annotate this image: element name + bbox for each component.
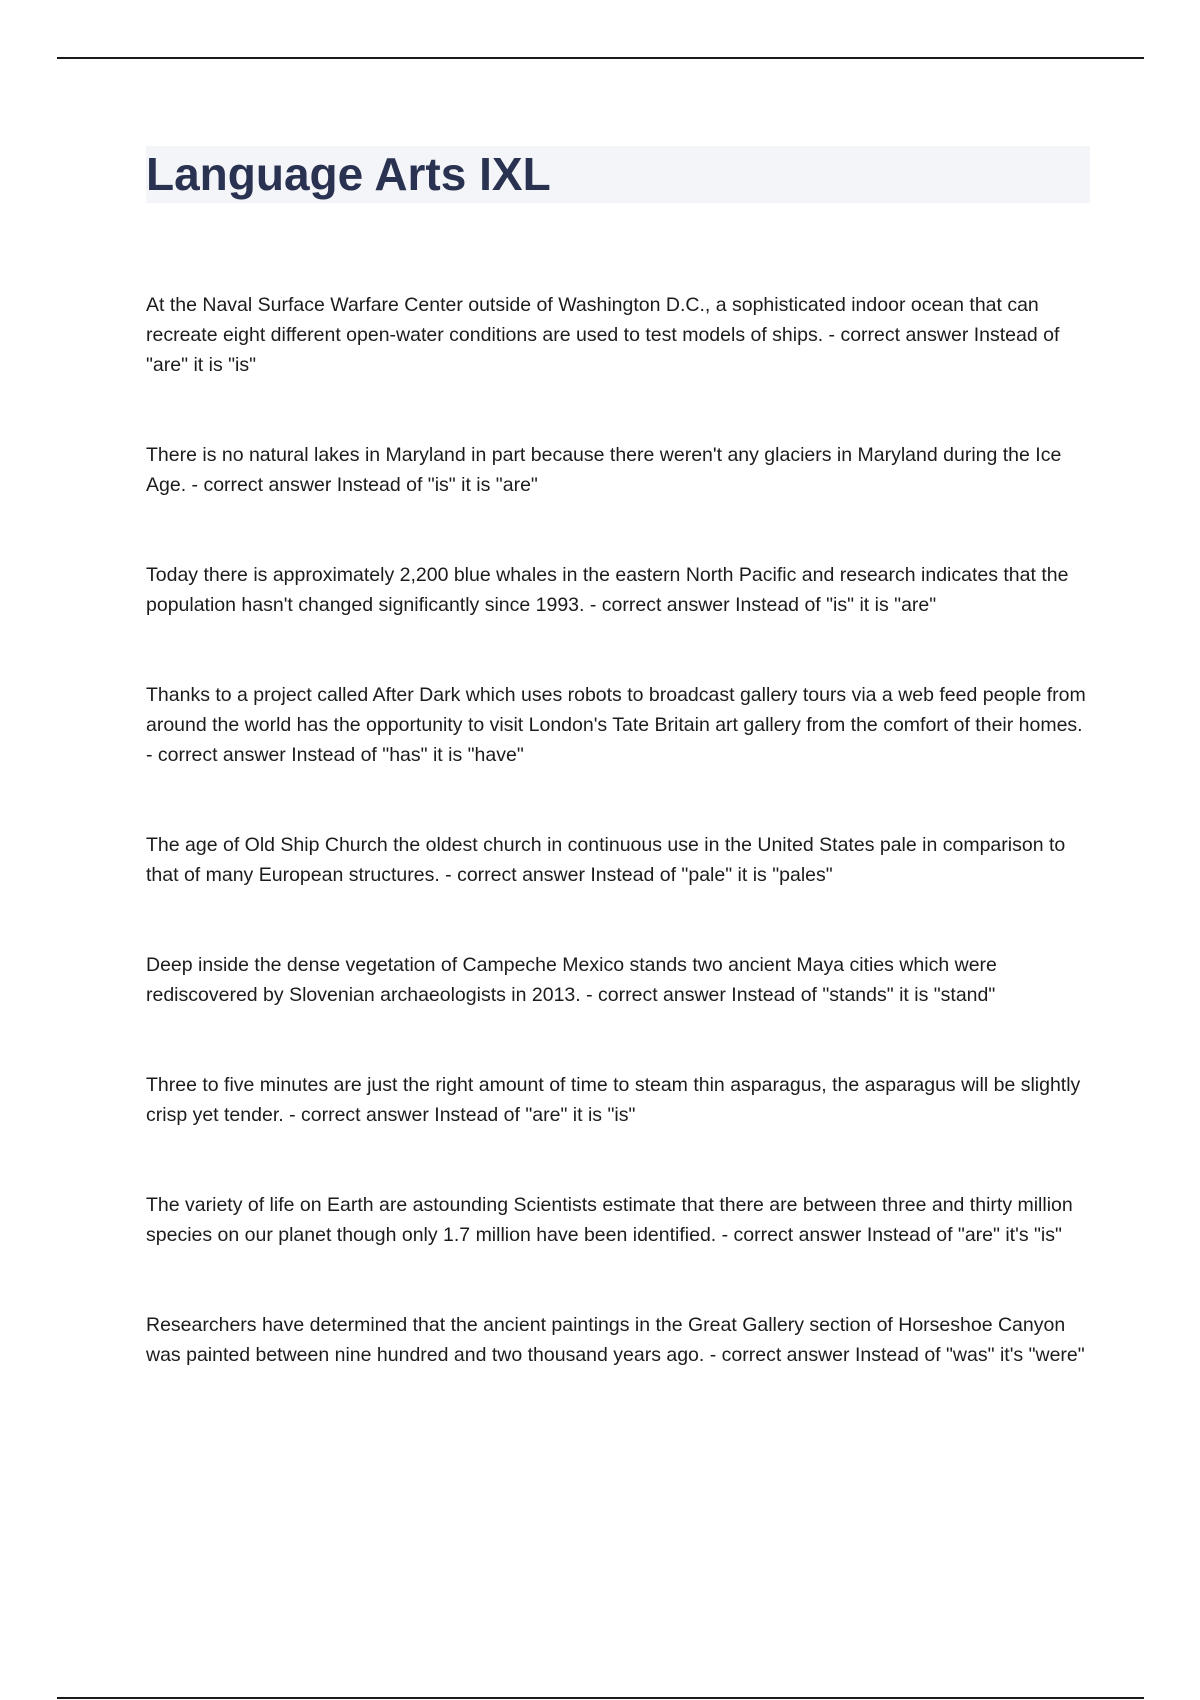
question-item-9: Researchers have determined that the ancient paintings in the Great Gallery section of Horseshoe Canyon was painted between nine hundred and two thousand years ago. - correct answer Instead of "was" it's "were" <box>146 1314 1085 1366</box>
question-list <box>146 290 1090 1370</box>
question-item-4: Thanks to a project called After Dark which uses robots to broadcast gallery tours via a web feed people from around the world has the opportunity to visit London's Tate Britain art gallery from the comfort of their homes. - correct answer Instead of "has" it is "have" <box>146 684 1086 766</box>
question-item-6: Deep inside the dense vegetation of Campeche Mexico stands two ancient Maya cities which were rediscovered by Slovenian archaeologists in 2013. - correct answer Instead of "stands" it is "stand" <box>146 954 997 1006</box>
question-item-8: The variety of life on Earth are astounding Scientists estimate that there are between three and thirty million species on our planet though only 1.7 million have been identified. - correct answer Instead of "are" it's "is" <box>146 1194 1073 1246</box>
question-item-5: The age of Old Ship Church the oldest church in continuous use in the United States pale in comparison to that of many European structures. - correct answer Instead of "pale" it is "pales" <box>146 834 1066 886</box>
question-item-1: At the Naval Surface Warfare Center outside of Washington D.C., a sophisticated indoor ocean that can recreate eight different open-water conditions are used to test models of ships. - correct answer Instead of "are" it is "is" <box>146 294 1060 376</box>
top-rule <box>57 57 1144 59</box>
title-band <box>146 146 1090 203</box>
question-item-7: Three to five minutes are just the right amount of time to steam thin asparagus, the asparagus will be slightly crisp yet tender. - correct answer Instead of "are" it is "is" <box>146 1074 1081 1126</box>
bottom-rule <box>57 1697 1144 1699</box>
page-title: Language Arts IXL <box>146 148 551 200</box>
question-item-3: Today there is approximately 2,200 blue whales in the eastern North Pacific and research indicates that the population hasn't changed significantly since 1993. - correct answer Instead of "is" it is "are" <box>146 564 1069 616</box>
question-item-2: There is no natural lakes in Maryland in part because there weren't any glaciers in Maryland during the Ice Age. - correct answer Instead of "is" it is "are" <box>146 444 1062 496</box>
